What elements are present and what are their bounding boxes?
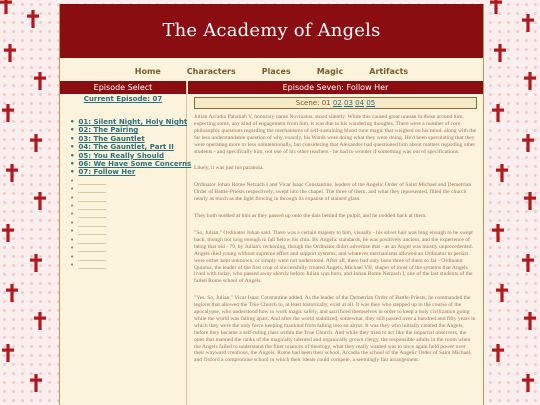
scene-link-02[interactable]: 02 [332, 99, 342, 107]
story-paragraph: Julian Arcadia Pahaliah V, honorary name Novinatus, stood silently. While this caused great unease in those around him, expecting some, any kind of engagement from him, it was due to his wandering thoughts. There were a number of core philosophic questions regarding the mechanisms of self-sustaining blood rune magic that weighed on his mind, along with the far less understandable question of why, exactly, his Wards were doing what they were doing. He'd been speculating that they were operating more or less unintentionally, but considering that Alexander had questioned him about matters regarding other students - and specifically him, not one of his other teachers - he had to wonder if something was out of specifications. [194, 114, 477, 155]
site-title: The Academy of Angels [162, 20, 381, 41]
upcoming-episode-placeholder: • ________ [70, 185, 186, 193]
story-text [188, 109, 483, 364]
upcoming-episode-placeholder: • ________ [70, 261, 186, 269]
scene-link-05[interactable]: 05 [366, 99, 376, 107]
nav-home-link[interactable]: Home [134, 66, 161, 76]
story-paragraph: They both nodded at him as they passed up onto the dais behind the pulpit, and he nodded back at them. [194, 213, 427, 220]
scene-link-03[interactable]: 03 [344, 99, 353, 107]
scene-link-01[interactable]: 01 [321, 99, 331, 107]
scene-link-04[interactable]: 04 [355, 99, 365, 107]
story-paragraph: Ordinator Johan Rome Netzach I and Vicar Isaac Constantine, leaders of the Angelic Order of Saint Michael and Demetrian Order of Battle-Priests respectively, swept into the chapel. The three of them, and what they represented, filled the church nearly as much as the light flowing in through its expanse of stained glass. [194, 182, 472, 203]
nav-places-link[interactable]: Places [261, 66, 291, 76]
episode-link-06[interactable]: • 06: We Have Some Concerns [70, 160, 186, 168]
sidebar-heading: Episode Select [60, 81, 186, 94]
current-episode-link[interactable]: Current Episode: 07 [83, 95, 163, 103]
episode-link-03[interactable]: • 03: The Gauntlet [70, 135, 186, 143]
nav-magic-link[interactable]: Magic [316, 66, 344, 76]
story-paragraph: "So, Julian," Ordinator Johan said. There was a certain majesty to him, visually - his silver hair was long enough to be swept back, though not long enough to fall below his chin. By Angelic standards, he was positively ancient, and the experience of being that old - 79, by Julian's reckoning, though the Ordinator didn't advertise that - as an Angel was mostly unprecedented. Angels died young without supreme effort and support systems, and whatever mechanisms allowed an Ordinator to persist were either kept unknown, or simply were not understood. After all, there had only been three of them so far - Ordinator Quintus, the leader of the first crop of successfully created Angels, Michael VII, shaper of most of the systems that Angels lived with today, who passed away shortly before Julian was born, and Johan Rome Netzach I, one of the last students of the failed Rome school of Angels. [194, 229, 473, 285]
episode-link-04[interactable]: • 04: The Gauntlet, Part II [70, 143, 186, 151]
nav-characters-link[interactable]: Characters [186, 66, 236, 76]
upcoming-episode-placeholder: • ________ [70, 253, 186, 261]
episode-link-07[interactable]: • 07: Follow Her [70, 168, 186, 176]
episode-heading: Episode Seven: Follow Her [188, 81, 483, 94]
content-columns [60, 81, 483, 405]
episode-sidebar [60, 81, 192, 405]
episode-link-05[interactable]: • 05: You Really Should [70, 152, 186, 160]
nav-artifacts-link[interactable]: Artifacts [369, 66, 409, 76]
upcoming-episode-placeholder: • ________ [70, 177, 186, 185]
episode-main [188, 81, 483, 405]
upcoming-episode-list [60, 177, 186, 269]
upcoming-episode-placeholder: • ________ [70, 202, 186, 210]
episode-list [60, 118, 192, 177]
upcoming-episode-placeholder: • ________ [70, 194, 186, 202]
episode-link-02[interactable]: • 02: The Pairing [70, 126, 186, 134]
episode-link-01[interactable]: • 01: Silent Night, Holy Night [70, 118, 186, 126]
page-container [59, 4, 484, 405]
scene-label: Scene: [295, 99, 320, 107]
site-banner [60, 4, 483, 58]
story-paragraph: "Yes. So, Julian," Vicar Isaac Constantine added. As the leader of the Demetrian Order of Battle-Priests, he commanded the legions that allowed the True Church to, at least historically, exist at all. It was they who stepped up in the course of the apocalypse, who understood how to work magic safely, and sacrificed themselves in order to keep a holy civilization going while the world was falling apart. And after the world stabilized, somewhat, they still passed over a hundred and fifty years in which they were the only force keeping mankind from falling into an abyss. It was they who initially created the Angels, before they became a self-ruling class within the True Church. And while they tried to act like the impartial observers, the ones that manned the ranks of the magically talented and organically grown clergy, the responsible adults in the room when the Angels failed to understand the finer nuances of theology, what they really wanted was to once again hold power over their wayward creations, the Angels. Rome had been their school, Arcadia the school of the Angelic Order of Saint Michael, and Oxford a compromise school in which their ideals could compete, a seemingly fair arrangement. [194, 295, 476, 364]
upcoming-episode-placeholder: • ________ [70, 227, 186, 235]
upcoming-episode-placeholder: • ________ [70, 210, 186, 218]
upcoming-episode-placeholder: • ________ [70, 244, 186, 252]
story-paragraph: Likely, it was just his paranoia. [194, 165, 264, 172]
upcoming-episode-placeholder: • ________ [70, 236, 186, 244]
upcoming-episode-placeholder: • ________ [70, 219, 186, 227]
scene-selector [194, 97, 477, 109]
